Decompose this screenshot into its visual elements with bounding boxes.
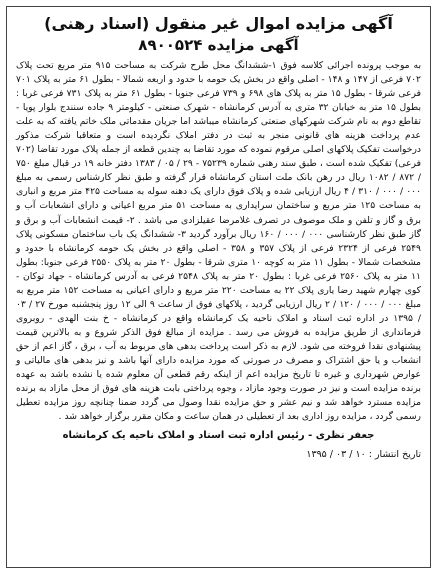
notice-signature: جعفر نظری - رئیس اداره ثبت اسناد و املاک ناحیه یک کرمانشاه [62, 430, 375, 442]
auction-notice [6, 6, 431, 568]
notice-number: آگهی مزایده ۸۹۰۰۵۲۴ [138, 36, 299, 54]
notice-title: آگهی مزایده اموال غیر منقول (اسناد رهنی) [44, 14, 393, 33]
publish-date: تاریخ انتشار : ۱۰ / ۰۳ / ۱۳۹۵ [306, 449, 421, 461]
notice-body: به موجب پرونده اجرائی کلاسه فوق ۱-ششدانگ محل طرح شرکت به مساحت ۹۱۵ متر مربع تحت پلاک ۷۰۲ فرعی از ۱۴۷ و ۱۴۸ - اصلی واقع در بخش یک حومه با حدود و اربعه شمالا - بطول ۶۱ متر به پلاک ۷۰۱ فرعی شرقا - بطول ۱۵ متر به پلاک های ۶۹۸ و ۷۳۹ فرعی جنوبا - بطول ۶۱ متر به پلاک ۷۳۱ فرعی غربا : بطول ۱۵ متر به خیابان ۳۲ متری به آدرس کرمانشاه - شهرک صنعتی - کیلومتر ۹ جاده سنندج بلوار پویا - تقاطع دوم به نام شرکت شهرکهای صنعتی کرمانشاه میباشد اما جریان مقدماتی ملک خاتم یافته که به علت عدم پرداخت هزینه های قانونی منجر به ثبت در دفتر املاک نگردیده است و متعاقبا شرکت مذکور درخواست تفکیک پلاکهای اصلی مرقوم نموده که مورد تقاضا به چندین قطعه از جمله پلاک مورد تقاضا (۷۰۲ فرعی) تفکیک شده است ، طبق سند رهنی شماره ۷۵۲۳۹ - ۲۹ / ۰۵ / ۱۳۸۳ دفتر خانه ۱۹ در قبال مبلغ ۷۵۰ / ۸۷۲ / ۱۰۸۲ ریال در رهن بانک ملت استان کرمانشاه قرار گرفته و طبق نظر کارشناس رسمی به مبلغ ۰۰۰ / ۰۰۰ / ۳۱۰ / ۴ ریال ارزیابی شده و پلاک فوق دارای یک دهنه سوله به مساحت ۴۲۵ متر مربع و انباری به مساحت ۱۲۵ متر مربع و ساختمان سرایداری به مساحت ۵۱ متر مربع اعیانی و دارای انشعابات آب و برق و گاز و تلفن و ملک موصوف در تصرف غلامرضا عقیلزادی می باشد . ۲- قیمت انشعابات آب و برق و گاز طبق نظر کارشناسی ۰۰۰ / ۰۰۰ / ۱۶۰ ریال برآورد گردید ۳- ششدانگ یک باب ساختمان مسکونی پلاک ۲۵۴۹ فرعی از ۲۳۲۴ فرعی از پلاک ۳۵۷ و ۳۵۸ - اصلی واقع در بخش یک حومه کرمانشاه با حدود و مشخصات شمالا - بطول ۱۱ متر به کوچه ۱۰ متری شرقا - بطول ۲۰ متر به پلاک ۲۵۵۰ فرعی جنوبا: بطول ۱۱ متر به پلاک ۲۵۶۰ فرعی غربا : بطول ۲۰ متر به پلاک ۲۵۴۸ فرعی به آدرس کرمانشاه - جهاد توکان - کوی چهارم شهید رضا یاری پلاک ۲۲ به مساحت ۲۲۰ متر مربع و دارای اعیانی به مساحت ۱۵۲ متر مربع به مبلغ ۰۰۰ / ۰۰۰ / ۱۲۰ / ۲ ریال ارزیابی گردید ، پلاکهای فوق از ساعت ۹ الی ۱۲ روز پنجشنبه مورخ ۲۷ / ۰۳ / ۱۳۹۵ در اداره ثبت اسناد و املاک ناحیه یک کرمانشاه واقع در کرمانشاه - خ بنت الهدی - روبروی فرمانداری از طریق مزایده به فروش می رسد . مزایده از مبالغ فوق الذکر شروع و به بالاترین قیمت پیشنهادی نقدا فروخته می شود. لازم به ذکر است پرداخت بدهی های مربوط به آب ، برق ، گاز اعم از حق انشعاب و یا حق اشتراک و مصرف در صورتی که مورد مزایده دارای آنها باشد و نیز بدهی های مالیاتی و عوارض شهرداری و غیره تا تاریخ مزایده اعم از اینکه رقم قطعی آن معلوم شده یا نشده باشد به عهده برنده مزایده است و نیز در صورت وجود مازاد ، وجوه پرداختی بابت هزینه های فوق از محل مازاد به برنده مزایده مسترد خواهد شد و نیم عشر و حق مزایده نقدا وصول می گردد ضمنا چنانچه روز مزایده تعطیل رسمی گردد ، مزایده روز اداری بعد از تعطیلی در همان ساعت و مکان مقرر برگزار خواهد شد . [16, 60, 422, 423]
